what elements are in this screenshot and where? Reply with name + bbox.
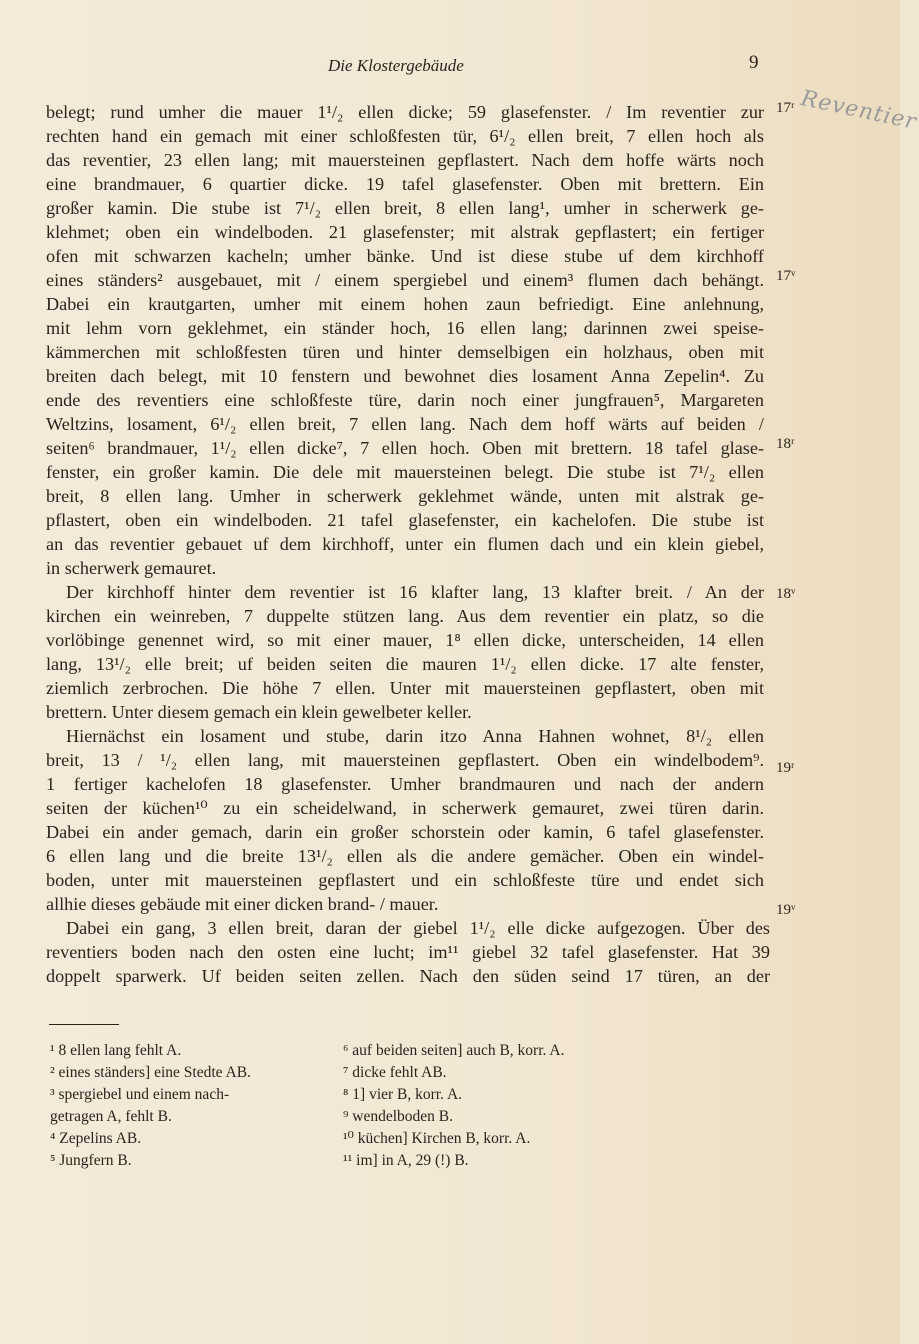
text-line: großer kamin. Die stube ist 7¹/₂ ellen breit, 8 ellen lang¹, umher in scherwerk ge- [46,198,764,218]
text-line: lang, 13¹/₂ elle breit; uf beiden seiten die mauren 1¹/₂ ellen dicke. 17 alte fenster, [46,654,764,674]
folio-marker: 18ʳ [776,436,795,452]
footnote: ³ spergiebel und einem nach- [50,1086,230,1103]
text-line: Dabei ein ander gemach, darin ein großer schorstein oder kamin, 6 tafel glasefenster. [46,822,764,842]
text-line: Weltzins, losament, 6¹/₂ ellen breit, 7 ellen lang. Nach dem hoff wärts auf beiden / [46,414,764,434]
text-line: belegt; rund umher die mauer 1¹/₂ ellen dicke; 59 glasefenster. / Im reventier zur [46,102,764,122]
footnote: ² eines ständers] eine Stedte AB. [50,1064,251,1081]
page-header [0,52,900,80]
text-line: breiten dach belegt, mit 10 fenstern und bewohnet dies losament Anna Zepelin⁴. Zu [46,366,764,386]
text-line: eines ständers² ausgebauet, mit / einem spergiebel und einem³ flumen dach behängt. [46,270,764,290]
text-line: reventiers boden nach den osten eine lucht; im¹¹ giebel 32 tafel glasefenster. Hat 39 [46,942,770,962]
text-line: Dabei ein gang, 3 ellen breit, daran der giebel 1¹/₂ elle dicke aufgezogen. Über des [66,918,770,938]
text-line: fenster, ein großer kamin. Die dele mit mauersteinen belegt. Die stube ist 7¹/₂ ellen [46,462,764,482]
text-line: boden, unter mit mauersteinen gepflastert und ein schloßfeste türe und endet sich [46,870,764,890]
folio-marker: 19ᵛ [776,902,796,918]
text-line: pflastert, oben ein windelboden. 21 tafel glasefenster, ein kachelofen. Die stube ist [46,510,764,530]
folio-marker: 17ʳ [776,100,795,116]
running-title: Die Klostergebäude [328,56,464,75]
footnote: ⁵ Jungfern B. [50,1152,132,1169]
footnote: ¹⁰ küchen] Kirchen B, korr. A. [343,1130,531,1147]
text-line: in scherwerk gemauret. [46,558,217,578]
text-line: seiten der küchen¹⁰ zu ein scheidelwand, in scherwerk gemauret, zwei türen darin. [46,798,764,818]
text-line: das reventier, 23 ellen lang; mit mauersteinen gepflastert. Nach dem hoffe wärts noch [46,150,764,170]
folio-marker: 19ʳ [776,760,795,776]
footnote: ⁹ wendelboden B. [343,1108,454,1125]
text-line: ofen mit schwarzen kacheln; umher bänke. Und ist diese stube uf dem kirchhoff [46,246,764,266]
text-line: Dabei ein krautgarten, umher mit einem hohen zaun befriedigt. Eine anlehnung, [46,294,764,314]
footnote: getragen A, fehlt B. [50,1108,172,1125]
footnote: ⁴ Zepelins AB. [50,1130,142,1147]
text-line: rechten hand ein gemach mit einer schloßfesten tür, 6¹/₂ ellen breit, 7 ellen hoch als [46,126,764,146]
text-line: breit, 8 ellen lang. Umher in scherwerk geklehmet wände, unten mit alstrak ge- [46,486,764,506]
text-line: ziemlich zerbrochen. Die höhe 7 ellen. Unter mit mauersteinen gepflastert, oben mit [46,678,764,698]
text-line: mit lehm vorn geklehmet, ein ständer hoch, 16 ellen lang; darinnen zwei speise- [46,318,764,338]
text-line: doppelt sparwerk. Uf beiden seiten zellen. Nach den süden seind 17 türen, an der [46,966,770,986]
text-line: Der kirchhoff hinter dem reventier ist 16 klafter lang, 13 klafter breit. / An der [66,582,764,602]
footnote: ¹¹ im] in A, 29 (!) B. [343,1152,469,1169]
text-line: klehmet; oben ein windelboden. 21 glasefenster; mit alstrak gepflastert; ein fertiger [46,222,764,242]
footnote-separator [49,1024,119,1025]
text-line: breit, 13 / ¹/₂ ellen lang, mit mauersteinen gepflastert. Oben ein windelbodem⁹. [46,750,764,770]
text-line: allhie dieses gebäude mit einer dicken brand- / mauer. [46,894,439,914]
page-number: 9 [749,52,759,73]
footnote: ⁷ dicke fehlt AB. [343,1064,447,1081]
text-line: 6 ellen lang und die breite 13¹/₂ ellen als die andere gemächer. Oben ein windel- [46,846,764,866]
text-line: seiten⁶ brandmauer, 1¹/₂ ellen dicke⁷, 7 ellen hoch. Oben mit brettern. 18 tafel glase- [46,438,764,458]
folio-marker: 17ᵛ [776,268,796,284]
text-line: ende des reventiers eine schloßfeste türe, darin noch einer jungfrauen⁵, Margareten [46,390,764,410]
footnote: ⁶ auf beiden seiten] auch B, korr. A. [343,1042,565,1059]
text-line: 1 fertiger kachelofen 18 glasefenster. Umher brandmauren und nach der andern [46,774,764,794]
text-line: kämmerchen mit schloßfesten türen und hinter demselbigen ein holzhaus, oben mit [46,342,764,362]
text-line: vorlöbinge genennet wird, so mit einer mauer, 1⁸ ellen dicke, unterscheiden, 14 ellen [46,630,764,650]
text-line: brettern. Unter diesem gemach ein klein gewelbeter keller. [46,702,472,722]
text-line: eine brandmauer, 6 quartier dicke. 19 tafel glasefenster. Oben mit brettern. Ein [46,174,764,194]
footnote: ⁸ 1] vier B, korr. A. [343,1086,463,1103]
footnote: ¹ 8 ellen lang fehlt A. [50,1042,182,1059]
handwritten-margin-note: Reventier [798,86,919,135]
text-line: an das reventier gebauet uf dem kirchhoff, unter ein flumen dach und ein klein giebel, [46,534,764,554]
folio-marker: 18ᵛ [776,586,796,602]
text-line: kirchen ein weinreben, 7 duppelte stützen lang. Aus dem reventier ein platz, so die [46,606,764,626]
text-line: Hiernächst ein losament und stube, darin itzo Anna Hahnen wohnet, 8¹/₂ ellen [66,726,764,746]
